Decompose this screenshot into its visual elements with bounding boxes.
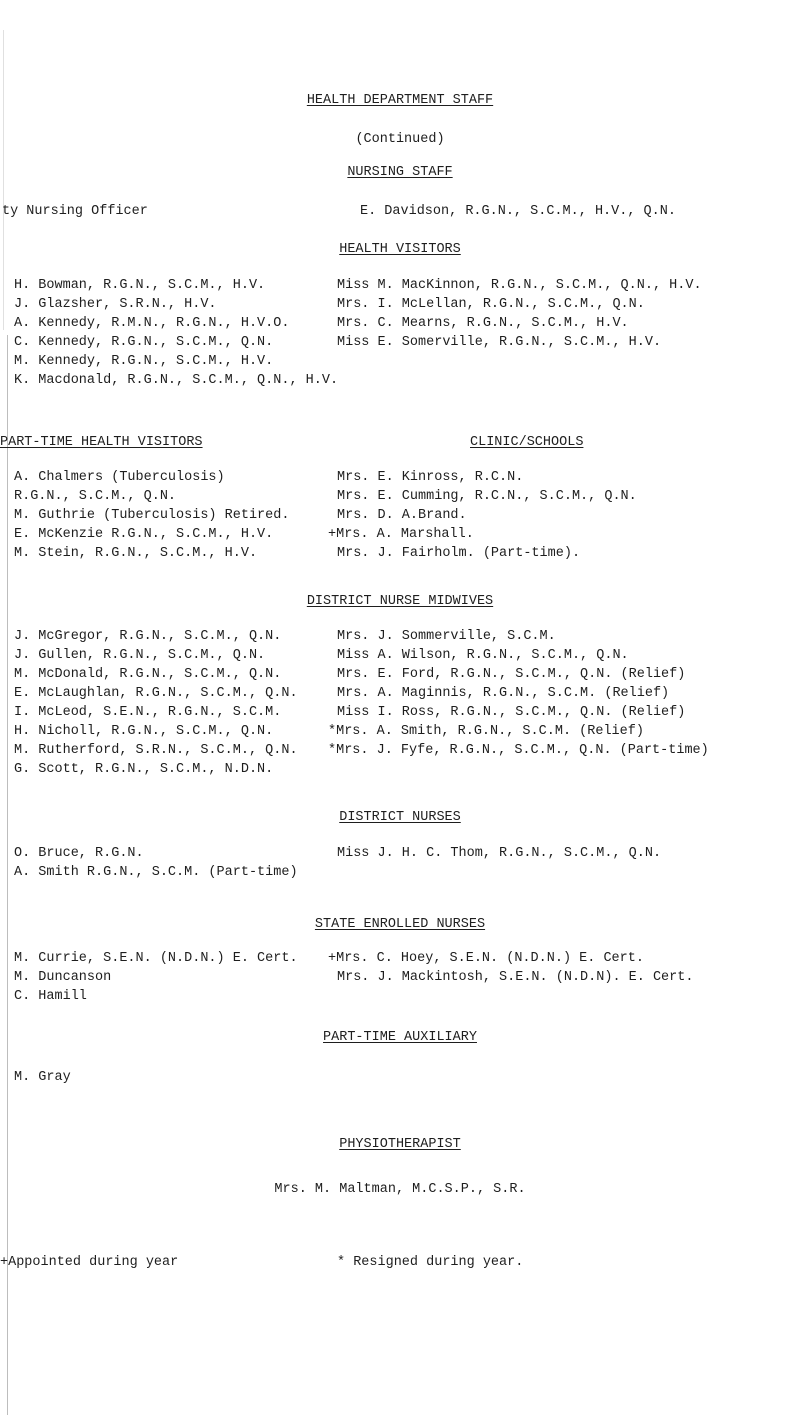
list-item: Mrs. E. Ford, R.G.N., S.C.M., Q.N. (Relief) (337, 667, 686, 682)
list-item: M. Stein, R.G.N., S.C.M., H.V. (14, 546, 258, 561)
page-subtitle: (Continued) (355, 132, 445, 147)
list-item: Miss I. Ross, R.G.N., S.C.M., Q.N. (Relief) (337, 705, 686, 720)
section-heading-district-nurses: DISTRICT NURSES (339, 810, 461, 825)
list-item: M. Kennedy, R.G.N., S.C.M., H.V. (14, 354, 274, 369)
list-item: Mrs. D. A.Brand. (337, 508, 467, 523)
list-item: Miss J. H. C. Thom, R.G.N., S.C.M., Q.N. (337, 846, 662, 861)
list-item: Mrs. E. Kinross, R.C.N. (337, 470, 524, 485)
list-item: Miss M. MacKinnon, R.G.N., S.C.M., Q.N., H.V. (337, 278, 702, 293)
list-item: J. Gullen, R.G.N., S.C.M., Q.N. (14, 648, 266, 663)
list-item: M. Rutherford, S.R.N., S.C.M., Q.N. (14, 743, 298, 758)
list-item: R.G.N., S.C.M., Q.N. (14, 489, 177, 504)
list-item: Mrs. A. Maginnis, R.G.N., S.C.M. (Relief) (337, 686, 670, 701)
list-item: E. McLaughlan, R.G.N., S.C.M., Q.N. (14, 686, 298, 701)
list-item: A. Chalmers (Tuberculosis) (14, 470, 225, 485)
section-heading-physiotherapist: PHYSIOTHERAPIST (339, 1137, 461, 1152)
list-item: C. Kennedy, R.G.N., S.C.M., Q.N. (14, 335, 274, 350)
list-item: M. Guthrie (Tuberculosis) Retired. (14, 508, 290, 523)
list-item: *Mrs. J. Fyfe, R.G.N., S.C.M., Q.N. (Part-time) (328, 743, 709, 758)
binding-margin-line (7, 335, 8, 1415)
page-title: HEALTH DEPARTMENT STAFF (306, 93, 494, 108)
list-item: +Mrs. A. Marshall. (328, 527, 474, 542)
nursing-officer-role: ty Nursing Officer (2, 204, 148, 219)
section-heading-nursing-staff: NURSING STAFF (347, 165, 453, 180)
section-heading-part-time-health-visitors: PART-TIME HEALTH VISITORS (0, 435, 203, 450)
list-item: M. Duncanson (14, 970, 112, 985)
section-heading-state-enrolled-nurses: STATE ENROLLED NURSES (314, 917, 486, 932)
list-item: Mrs. J. Fairholm. (Part-time). (337, 546, 581, 561)
list-item: G. Scott, R.G.N., S.C.M., N.D.N. (14, 762, 274, 777)
list-item: K. Macdonald, R.G.N., S.C.M., Q.N., H.V. (14, 373, 339, 388)
footnote-resigned: * Resigned during year. (337, 1255, 524, 1270)
list-item: M. Currie, S.E.N. (N.D.N.) E. Cert. (14, 951, 298, 966)
section-heading-district-nurse-midwives: DISTRICT NURSE MIDWIVES (306, 594, 494, 609)
list-item: E. McKenzie R.G.N., S.C.M., H.V. (14, 527, 274, 542)
list-item: Miss E. Somerville, R.G.N., S.C.M., H.V. (337, 335, 662, 350)
physiotherapist-name: Mrs. M. Maltman, M.C.S.P., S.R. (274, 1182, 526, 1197)
list-item: H. Nicholl, R.G.N., S.C.M., Q.N. (14, 724, 274, 739)
list-item: O. Bruce, R.G.N. (14, 846, 144, 861)
section-heading-health-visitors: HEALTH VISITORS (339, 242, 461, 257)
list-item: J. Glazsher, S.R.N., H.V. (14, 297, 217, 312)
list-item: I. McLeod, S.E.N., R.G.N., S.C.M. (14, 705, 282, 720)
list-item: Mrs. I. McLellan, R.G.N., S.C.M., Q.N. (337, 297, 645, 312)
section-heading-clinic-schools: CLINIC/SCHOOLS (470, 435, 584, 450)
list-item: J. McGregor, R.G.N., S.C.M., Q.N. (14, 629, 282, 644)
list-item: C. Hamill (14, 989, 87, 1004)
list-item: A. Kennedy, R.M.N., R.G.N., H.V.O. (14, 316, 290, 331)
section-heading-part-time-auxiliary: PART-TIME AUXILIARY (323, 1030, 477, 1045)
list-item: M. McDonald, R.G.N., S.C.M., Q.N. (14, 667, 282, 682)
list-item: Mrs. J. Mackintosh, S.E.N. (N.D.N). E. Cert. (337, 970, 694, 985)
list-item: Mrs. C. Mearns, R.G.N., S.C.M., H.V. (337, 316, 629, 331)
list-item: Mrs. J. Sommerville, S.C.M. (337, 629, 556, 644)
list-item: H. Bowman, R.G.N., S.C.M., H.V. (14, 278, 266, 293)
list-item: M. Gray (14, 1070, 71, 1085)
list-item: +Mrs. C. Hoey, S.E.N. (N.D.N.) E. Cert. (328, 951, 644, 966)
list-item: *Mrs. A. Smith, R.G.N., S.C.M. (Relief) (328, 724, 644, 739)
list-item: Mrs. E. Cumming, R.C.N., S.C.M., Q.N. (337, 489, 637, 504)
list-item: Miss A. Wilson, R.G.N., S.C.M., Q.N. (337, 648, 629, 663)
footnote-appointed: +Appointed during year (0, 1255, 179, 1270)
list-item: A. Smith R.G.N., S.C.M. (Part-time) (14, 865, 298, 880)
nursing-officer-name: E. Davidson, R.G.N., S.C.M., H.V., Q.N. (360, 204, 676, 219)
